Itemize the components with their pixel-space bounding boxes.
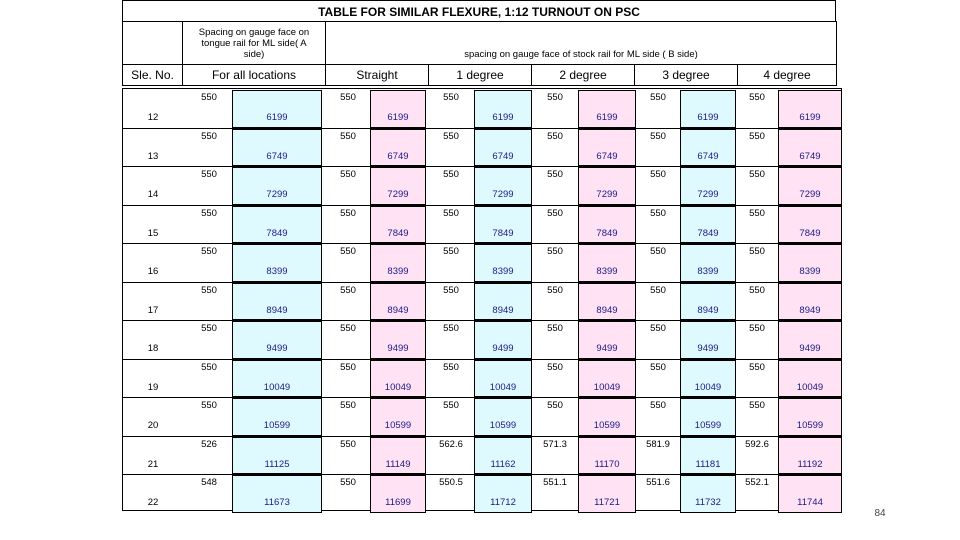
header-sle-no: Sle. No.	[122, 64, 183, 86]
length-value: 7849	[492, 227, 514, 239]
length-value: 10049	[694, 381, 722, 393]
spacing-value: 550	[443, 284, 459, 296]
spacing-value: 550	[443, 92, 459, 103]
spacing-value: 552.1	[745, 477, 769, 488]
spacing-value: 562.6	[439, 438, 463, 450]
length-value: 8949	[387, 304, 409, 316]
spacing-value: 550	[650, 92, 666, 103]
spacing-value: 550	[749, 246, 765, 257]
spacing-value: 550	[547, 246, 563, 257]
column-header: 3 degree	[634, 64, 738, 86]
spacing-value: 550	[547, 207, 563, 219]
column-header: 4 degree	[737, 64, 837, 86]
spacing-value: 571.3	[543, 438, 567, 450]
length-value: 6749	[697, 150, 719, 162]
header-spacer-sle	[122, 21, 183, 65]
spacing-value: 551.1	[543, 477, 567, 488]
spacing-value: 550	[340, 246, 356, 257]
spacing-value: 550	[201, 169, 217, 180]
length-value: 7849	[799, 227, 821, 239]
length-value: 11721	[594, 497, 620, 509]
length-value: 8399	[492, 266, 514, 278]
spacing-value: 550	[443, 169, 459, 180]
length-value: 6199	[387, 112, 409, 124]
spacing-value: 550	[547, 400, 563, 411]
row-sle-no: 13	[147, 150, 159, 162]
length-value: 11192	[797, 458, 823, 470]
length-value: 6749	[596, 150, 618, 162]
length-value: 11673	[264, 497, 290, 509]
length-value: 7299	[596, 189, 618, 201]
length-value: 8949	[697, 304, 719, 316]
spacing-value: 550	[749, 284, 765, 296]
length-value: 9499	[266, 343, 288, 355]
length-value: 10049	[489, 381, 517, 393]
spacing-value: 550	[650, 284, 666, 296]
length-value: 8399	[799, 266, 821, 278]
length-value: 7849	[387, 227, 409, 239]
length-value: 6199	[266, 112, 288, 124]
spacing-value: 592.6	[745, 438, 769, 450]
spacing-value: 550	[443, 400, 459, 411]
row-sle-no: 18	[147, 343, 159, 355]
row-sle-no: 19	[147, 381, 159, 393]
spacing-value: 550	[201, 130, 217, 142]
length-value: 8399	[266, 266, 288, 278]
row-sle-no: 15	[147, 227, 159, 239]
spacing-value: 550	[650, 207, 666, 219]
spacing-value: 550	[340, 400, 356, 411]
spacing-value: 550	[443, 246, 459, 257]
length-value: 11732	[695, 497, 721, 509]
spacing-value: 550	[340, 477, 356, 488]
page-number: 84	[874, 508, 886, 519]
length-value: 6199	[697, 112, 719, 124]
length-value: 11744	[797, 497, 823, 509]
length-value: 6749	[387, 150, 409, 162]
length-value: 6749	[266, 150, 288, 162]
length-value: 7849	[596, 227, 618, 239]
spacing-value: 550.5	[439, 477, 463, 488]
spacing-value: 550	[650, 169, 666, 180]
row-sle-no: 20	[147, 420, 159, 432]
spacing-value: 526	[201, 438, 217, 450]
length-value: 9499	[596, 343, 618, 355]
spacing-value: 550	[340, 361, 356, 373]
length-value: 10049	[263, 381, 291, 393]
header-stock-rail-text: spacing on gauge face of stock rail for ML side ( B side)	[464, 49, 698, 60]
column-header: Straight	[325, 64, 429, 86]
spacing-value: 550	[547, 169, 563, 180]
length-value: 7299	[697, 189, 719, 201]
length-value: 6199	[492, 112, 514, 124]
spacing-value: 550	[650, 361, 666, 373]
spacing-value: 550	[443, 130, 459, 142]
spacing-value: 550	[547, 361, 563, 373]
length-value: 10599	[384, 420, 412, 432]
spacing-value: 550	[340, 92, 356, 103]
spacing-value: 550	[749, 169, 765, 180]
spacing-value: 550	[201, 361, 217, 373]
length-value: 11699	[385, 497, 411, 509]
spacing-value: 550	[749, 323, 765, 334]
length-value: 9499	[697, 343, 719, 355]
length-value: 10049	[796, 381, 824, 393]
row-sle-no: 17	[147, 304, 159, 316]
table-title: TABLE FOR SIMILAR FLEXURE, 1:12 TURNOUT ON PSC	[122, 0, 836, 22]
row-sle-no: 21	[147, 458, 159, 470]
length-value: 10049	[384, 381, 412, 393]
length-value: 8949	[596, 304, 618, 316]
spacing-value: 550	[201, 323, 217, 334]
length-value: 7849	[697, 227, 719, 239]
spacing-value: 550	[749, 92, 765, 103]
length-value: 10599	[694, 420, 722, 432]
spacing-value: 550	[340, 284, 356, 296]
spacing-value: 550	[650, 130, 666, 142]
spacing-value: 550	[201, 400, 217, 411]
length-value: 10049	[593, 381, 621, 393]
spacing-value: 550	[547, 323, 563, 334]
spacing-value: 550	[749, 400, 765, 411]
length-value: 8949	[266, 304, 288, 316]
spacing-value: 550	[201, 92, 217, 103]
length-value: 7299	[387, 189, 409, 201]
length-value: 10599	[593, 420, 621, 432]
spacing-value: 550	[749, 361, 765, 373]
row-sle-no: 14	[147, 189, 159, 201]
spacing-value: 550	[201, 284, 217, 296]
column-header: For all locations	[182, 64, 326, 86]
length-value: 11125	[264, 458, 290, 470]
length-value: 8399	[697, 266, 719, 278]
spacing-value: 550	[443, 207, 459, 219]
row-sle-no: 12	[147, 112, 159, 124]
spacing-value: 550	[340, 169, 356, 180]
length-value: 11712	[490, 497, 516, 509]
spacing-value: 550	[340, 323, 356, 334]
spacing-value: 550	[650, 323, 666, 334]
spacing-value: 550	[749, 207, 765, 219]
header-stock-rail	[325, 21, 837, 65]
spacing-value: 550	[201, 246, 217, 257]
spacing-value: 551.6	[646, 477, 670, 488]
length-value: 7299	[799, 189, 821, 201]
length-value: 10599	[263, 420, 291, 432]
spacing-value: 550	[340, 207, 356, 219]
length-value: 6199	[596, 112, 618, 124]
length-value: 9499	[799, 343, 821, 355]
spacing-value: 550	[749, 130, 765, 142]
spacing-value: 550	[547, 92, 563, 103]
length-value: 8399	[596, 266, 618, 278]
spacing-value: 550	[547, 130, 563, 142]
spacing-value: 548	[201, 477, 217, 488]
column-header: 1 degree	[428, 64, 532, 86]
spacing-value: 550	[443, 323, 459, 334]
length-value: 10599	[489, 420, 517, 432]
length-value: 11162	[490, 458, 516, 470]
spacing-value: 581.9	[646, 438, 670, 450]
column-header: 2 degree	[531, 64, 635, 86]
length-value: 6199	[799, 112, 821, 124]
row-sle-no: 16	[147, 266, 159, 278]
length-value: 8949	[492, 304, 514, 316]
spacing-value: 550	[443, 361, 459, 373]
length-value: 8949	[799, 304, 821, 316]
length-value: 10599	[796, 420, 824, 432]
length-value: 7299	[266, 189, 288, 201]
spacing-value: 550	[547, 284, 563, 296]
length-value: 7849	[266, 227, 288, 239]
header-tongue-rail: Spacing on gauge face on tongue rail for ML side( A side)	[182, 21, 326, 65]
length-value: 11149	[385, 458, 411, 470]
row-sle-no: 22	[147, 497, 159, 509]
length-value: 6749	[799, 150, 821, 162]
length-value: 6749	[492, 150, 514, 162]
length-value: 9499	[387, 343, 409, 355]
spacing-value: 550	[650, 246, 666, 257]
spacing-value: 550	[340, 130, 356, 142]
length-value: 11170	[594, 458, 620, 470]
length-value: 7299	[492, 189, 514, 201]
length-value: 11181	[695, 458, 721, 470]
spacing-value: 550	[201, 207, 217, 219]
spacing-value: 550	[340, 438, 356, 450]
spacing-value: 550	[650, 400, 666, 411]
length-value: 8399	[387, 266, 409, 278]
length-value: 9499	[492, 343, 514, 355]
